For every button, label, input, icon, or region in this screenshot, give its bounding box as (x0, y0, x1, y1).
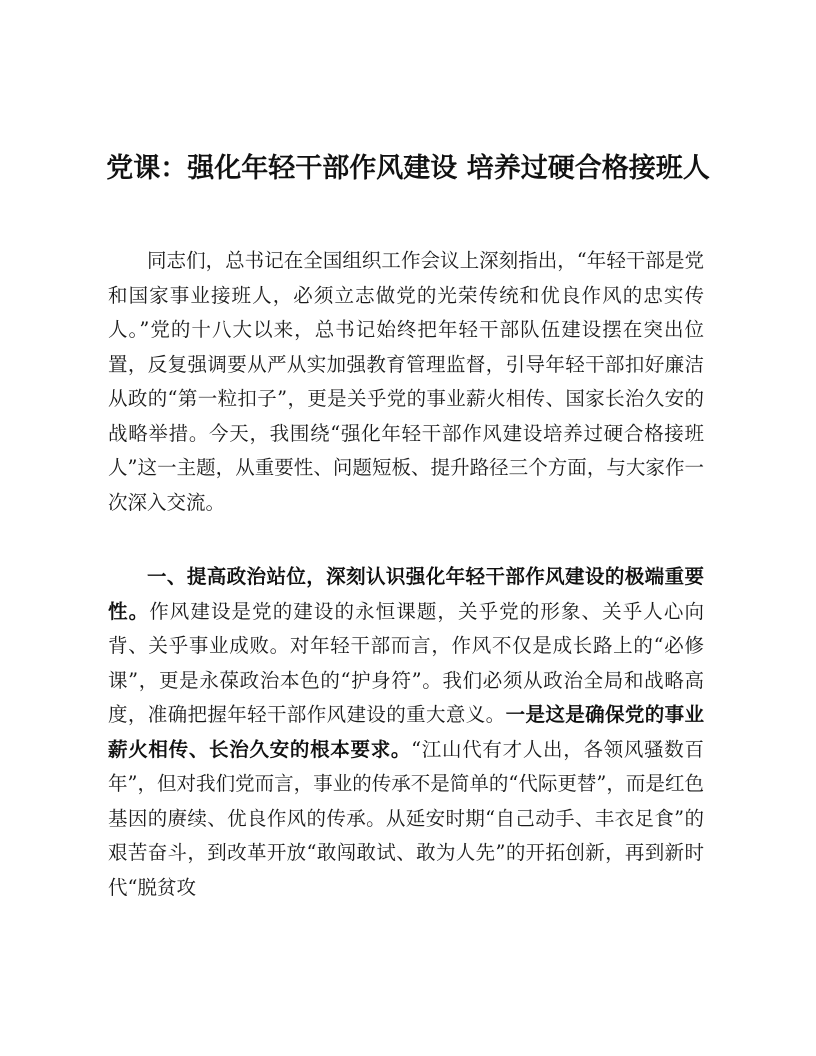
section-one-heading: 一、提高政治站位，深刻认识强化年轻干部作风建设的极端重要性。 (108, 565, 704, 623)
section-one-paragraph (108, 560, 704, 905)
document-title: 党课：强化年轻干部作风建设 培养过硬合格接班人 (106, 153, 710, 184)
point-one-heading: 一是这是确保党的事业薪火相传、长治久安的根本要求。 (108, 703, 704, 761)
intro-paragraph: 同志们，总书记在全国组织工作会议上深刻指出，“年轻干部是党和国家事业接班人，必须立志做党的光荣传统和优良作风的忠实传人。”党的十八大以来，总书记始终把年轻干部队伍建设摆在突出位置，反复强调要从严从实加强教育管理监督，引导年轻干部扣好廉洁从政的“第一粒扣子”，更是关乎党的事业薪火相传、国家长治久安的战略举措。今天，我围绕“强化年轻干部作风建设培养过硬合格接班人”这一主题，从重要性、问题短板、提升路径三个方面，与大家作一次深入交流。 (108, 249, 704, 514)
section-one-text: 作风建设是党的建设的永恒课题，关乎党的形象、关乎人心向背、关乎事业成败。对年轻干部而言，作风不仅是成长路上的“必修课”，更是永葆政治本色的“护身符”。我们必须从政治全局和战略高度，准确把握年轻干部作风建设的重大意义。 (108, 599, 704, 726)
point-one-text: “江山代有才人出，各领风骚数百年”，但对我们党而言，事业的传承不是简单的“代际更替”，而是红色基因的赓续、优良作风的传承。从延安时期“自己动手、丰衣足食”的艰苦奋斗，到改革开放“敢闯敢试、敢为人先”的开拓创新，再到新时代“脱贫攻 (108, 737, 704, 899)
